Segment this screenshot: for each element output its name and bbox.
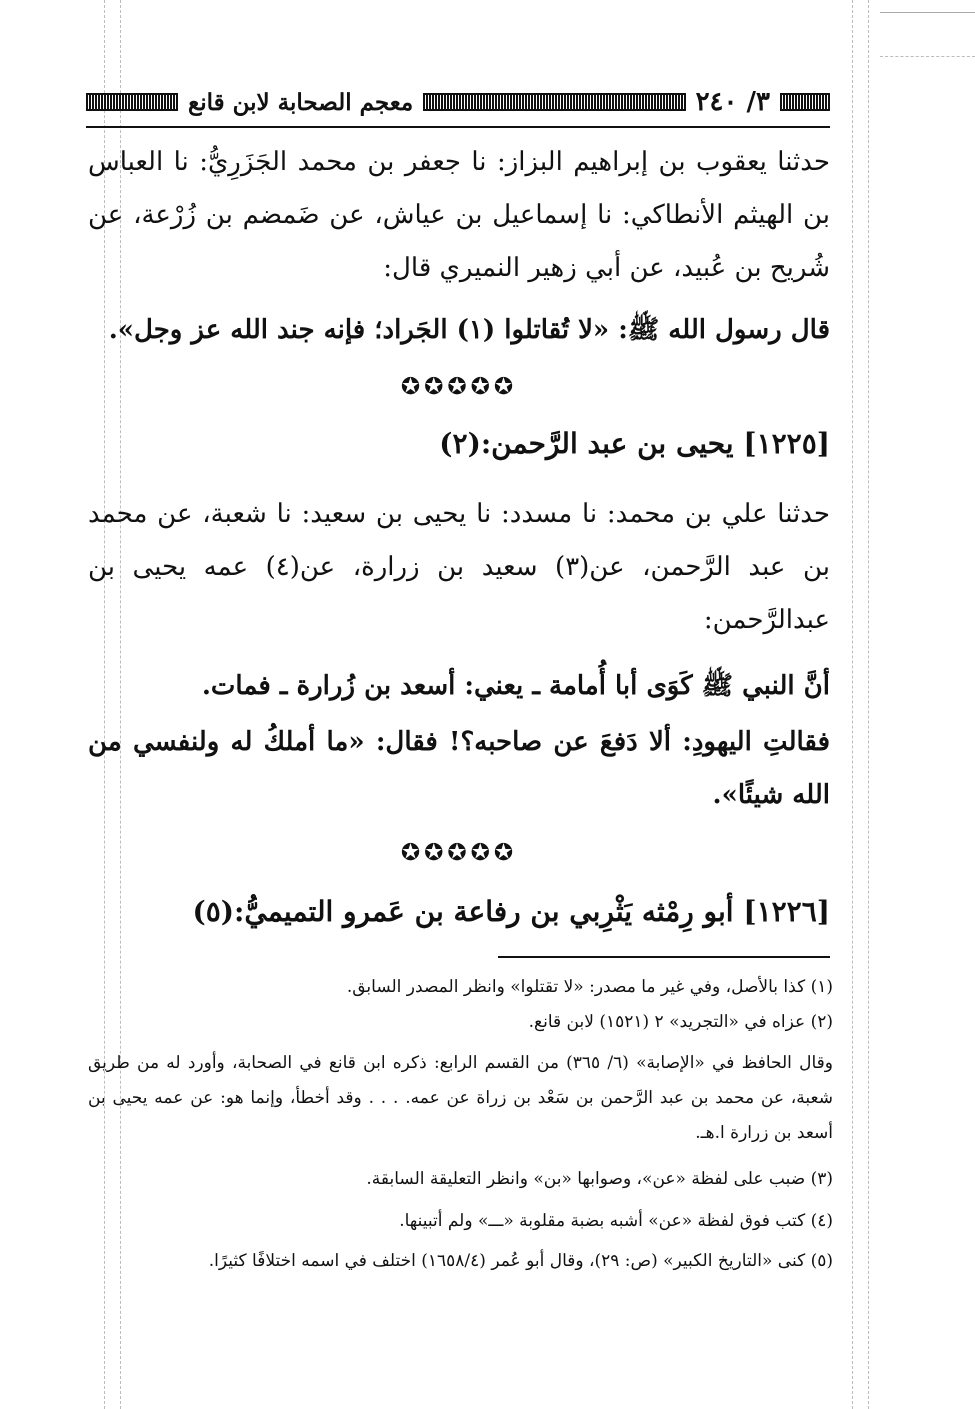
footnote: (١) كذا بالأصل، وفي غير ما مصدر: «لا تقتلوا» وانظر المصدر السابق. <box>346 977 833 997</box>
scan-guide-line <box>868 0 869 1409</box>
section-separator: ✪✪✪✪✪ <box>400 374 518 400</box>
header-ornament <box>423 93 685 111</box>
book-title: معجم الصحابة لابن قانع <box>188 88 414 116</box>
page-number: ٣/ ٢٤٠ <box>695 87 770 117</box>
header-ornament <box>86 93 178 111</box>
header-rule <box>86 126 830 128</box>
entry-title: [١٢٢٦] أبو رِمْثه يَثْرِبي بن رفاعة بن عَمرو التميميُّ:(٥) <box>192 895 830 928</box>
hadith-matn: فقالتِ اليهودِ: ألا دَفعَ عن صاحبه؟! فقال: «ما أملكُ له ولنفسي من الله شيئًا». <box>88 727 830 810</box>
footnote: (٤) كتب فوق لفظة «عن» أشبه بضبة مقلوبة «ـــ» ولم أتبينها. <box>399 1211 833 1231</box>
hadith-isnad: حدثنا علي بن محمد: نا مسدد: نا يحيى بن سعيد: نا شعبة، عن محمد بن عبد الرَّحمن، عن(٣) سعيد بن زرارة، عن(٤) عمه يحيى بن عبدالرَّحمن: <box>88 499 830 635</box>
page-header <box>86 84 830 120</box>
hadith-matn: أنَّ النبي ﷺ كَوَى أبا أُمامة ـ يعني: أسعد بن زُرارة ـ فمات. <box>201 671 830 701</box>
footnote-rule <box>498 956 830 958</box>
footnote: (٥) كنى «التاريخ الكبير» (ص: ٢٩)، وقال أبو عُمر (١٦٥٨/٤) اختلف في اسمه اختلافًا كثيرًا. <box>208 1251 833 1271</box>
footnote: (٣) ضبب على لفظة «عن»، وصوابها «بن» وانظر التعليقة السابقة. <box>366 1169 833 1189</box>
hadith-matn: قال رسول الله ﷺ: «لا تُقاتلوا (١) الجَراد؛ فإنه جند الله عز وجل». <box>108 315 830 345</box>
footnote: (٢) عزاه في «التجريد» ٢ (١٥٢١) لابن قانع. <box>528 1012 833 1032</box>
scan-guide-line <box>880 12 975 13</box>
scan-guide-line <box>852 0 853 1409</box>
footnote: وقال الحافظ في «الإصابة» (٦/ ٣٦٥) من القسم الرابع: ذكره ابن قانع في الصحابة، وأورد له من طريق شعبة، عن محمد بن عبد الرَّحمن بن سَعْد بن زراة عن عمه. . . . وقد أخطأ، وإنما هو: عن عمه يحيى بن أسعد بن زرارة ا.هـ. <box>88 1053 833 1143</box>
entry-title: [١٢٢٥] يحيى بن عبد الرَّحمن:(٢) <box>439 427 830 460</box>
section-separator: ✪✪✪✪✪ <box>400 840 518 866</box>
header-ornament <box>780 93 830 111</box>
hadith-isnad: حدثنا يعقوب بن إبراهيم البزاز: نا جعفر بن محمد الجَزَرِيُّ: نا العباس بن الهيثم الأنطاكي: نا إسماعيل بن عياش، عن ضَمضم بن زُرْعة، عن شُريح بن عُبيد، عن أبي زهير النميري قال: <box>88 147 830 283</box>
scan-guide-line <box>880 56 975 57</box>
